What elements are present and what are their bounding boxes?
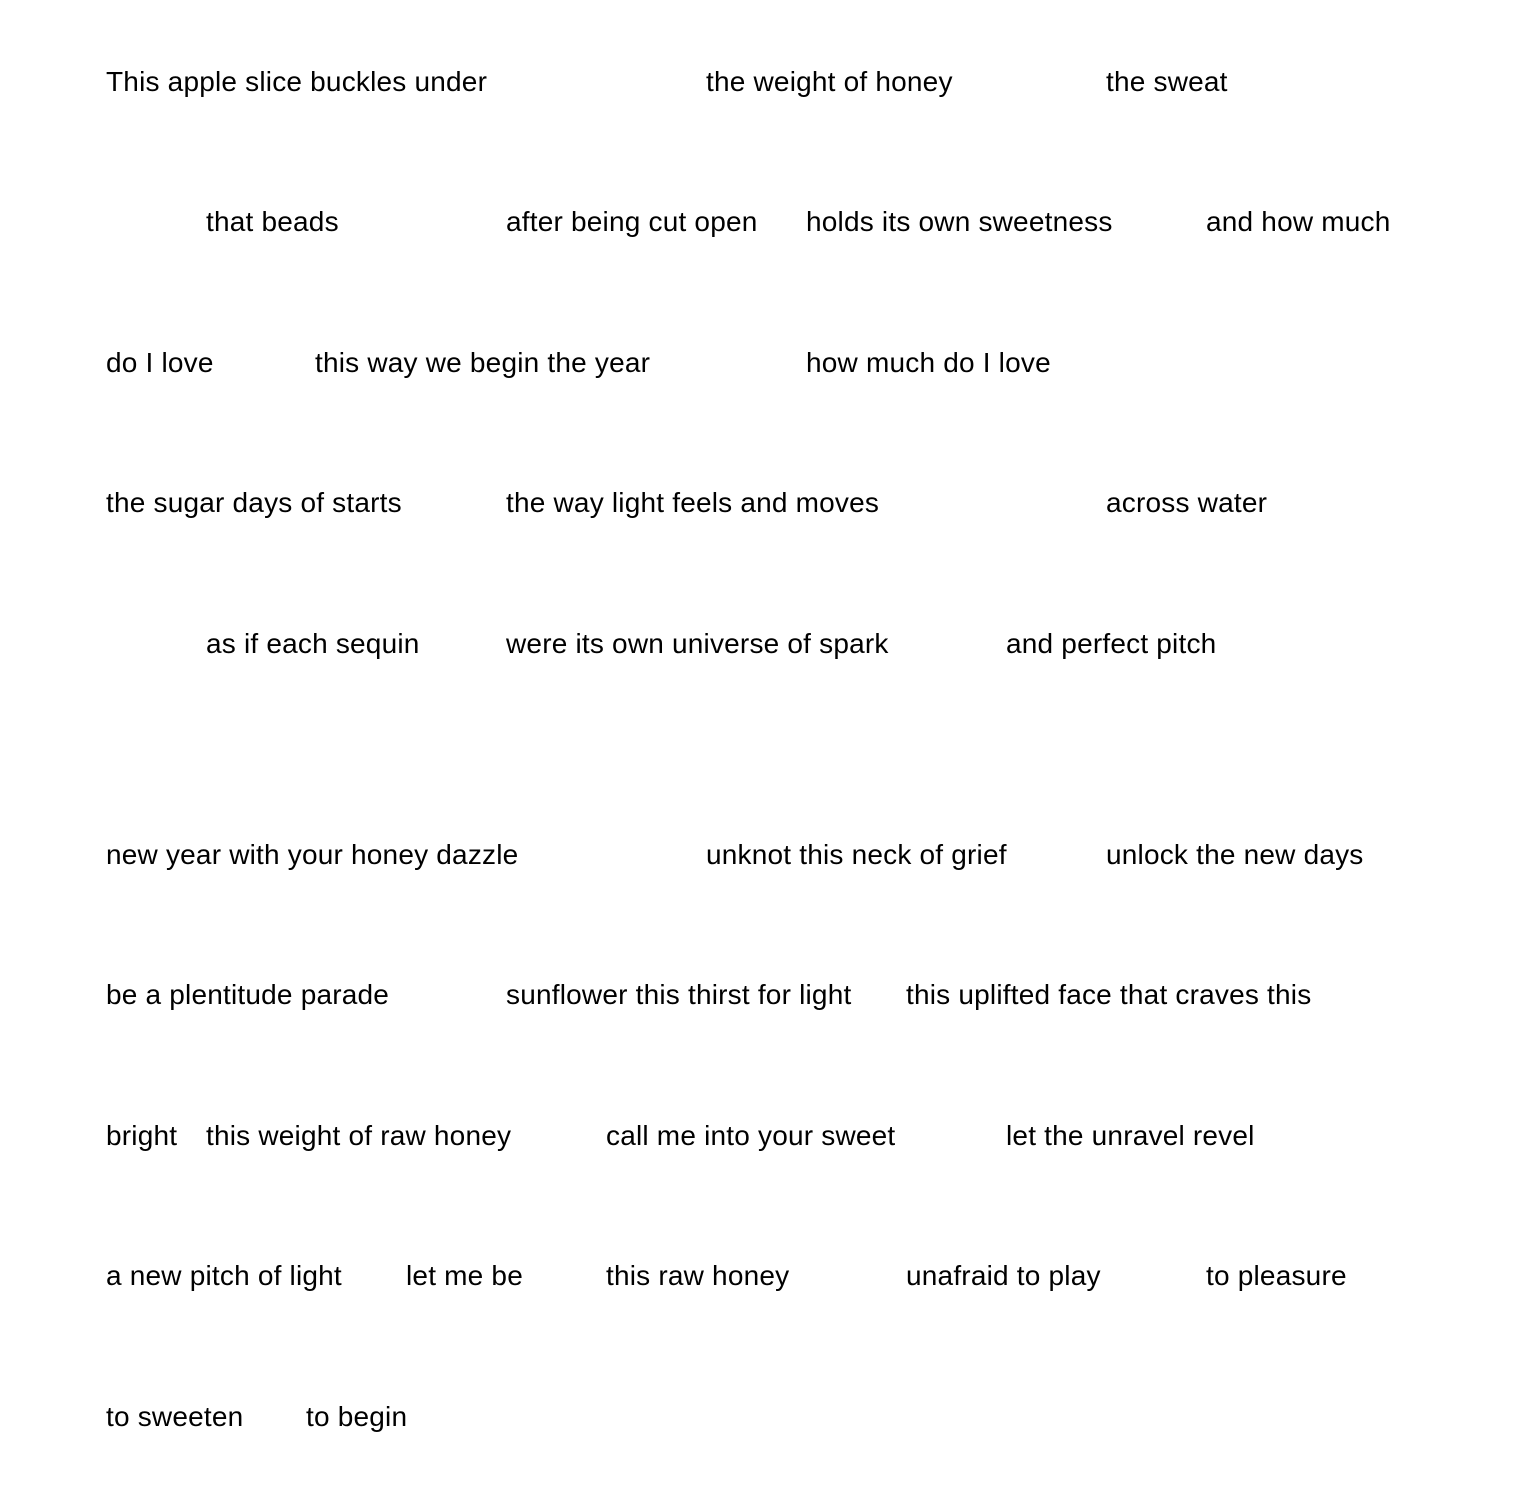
poem-line	[0, 624, 1519, 664]
poem-line	[0, 343, 1519, 383]
poem-phrase: call me into your sweet	[606, 1120, 896, 1151]
poem-phrase: to sweeten	[106, 1401, 244, 1432]
poem-phrase: the way light feels and moves	[506, 487, 880, 518]
poem-phrase: this way we begin the year	[315, 347, 651, 378]
poem-phrase: sunflower this thirst for light	[506, 979, 852, 1010]
poem-phrase: across water	[1106, 487, 1268, 518]
poem-line	[0, 835, 1519, 875]
poem-phrase: bright	[106, 1120, 178, 1151]
poem-phrase: and how much	[1206, 206, 1391, 237]
poem-phrase: This apple slice buckles under	[106, 66, 488, 97]
poem-phrase: new year with your honey dazzle	[106, 839, 519, 870]
poem-line	[0, 975, 1519, 1015]
poem-phrase: unafraid to play	[906, 1260, 1101, 1291]
poem-phrase: do I love	[106, 347, 214, 378]
poem-phrase: holds its own sweetness	[806, 206, 1113, 237]
poem-phrase: let me be	[406, 1260, 523, 1291]
poem-phrase: that beads	[206, 206, 339, 237]
poem-phrase: to begin	[306, 1401, 408, 1432]
poem-phrase: this uplifted face that craves this	[906, 979, 1312, 1010]
poem-line	[0, 202, 1519, 242]
poem-line	[0, 483, 1519, 523]
poem-line	[0, 1116, 1519, 1156]
poem-phrase: how much do I love	[806, 347, 1051, 378]
poem-phrase: be a plentitude parade	[106, 979, 390, 1010]
poem-phrase: and perfect pitch	[1006, 628, 1217, 659]
poem-phrase: let the unravel revel	[1006, 1120, 1255, 1151]
poem-line	[0, 1256, 1519, 1296]
poem-phrase: this weight of raw honey	[206, 1120, 512, 1151]
poem-phrase: were its own universe of spark	[506, 628, 889, 659]
poem-phrase: the sugar days of starts	[106, 487, 402, 518]
poem-line	[0, 1397, 1519, 1437]
poem-phrase: to pleasure	[1206, 1260, 1347, 1291]
poem-phrase: as if each sequin	[206, 628, 420, 659]
poem-phrase: after being cut open	[506, 206, 758, 237]
poem-phrase: a new pitch of light	[106, 1260, 342, 1291]
poem-line	[0, 62, 1519, 102]
poem-phrase: unknot this neck of grief	[706, 839, 1007, 870]
poem-phrase: the sweat	[1106, 66, 1228, 97]
poem-phrase: the weight of honey	[706, 66, 953, 97]
poem-phrase: unlock the new days	[1106, 839, 1364, 870]
poem-phrase: this raw honey	[606, 1260, 790, 1291]
